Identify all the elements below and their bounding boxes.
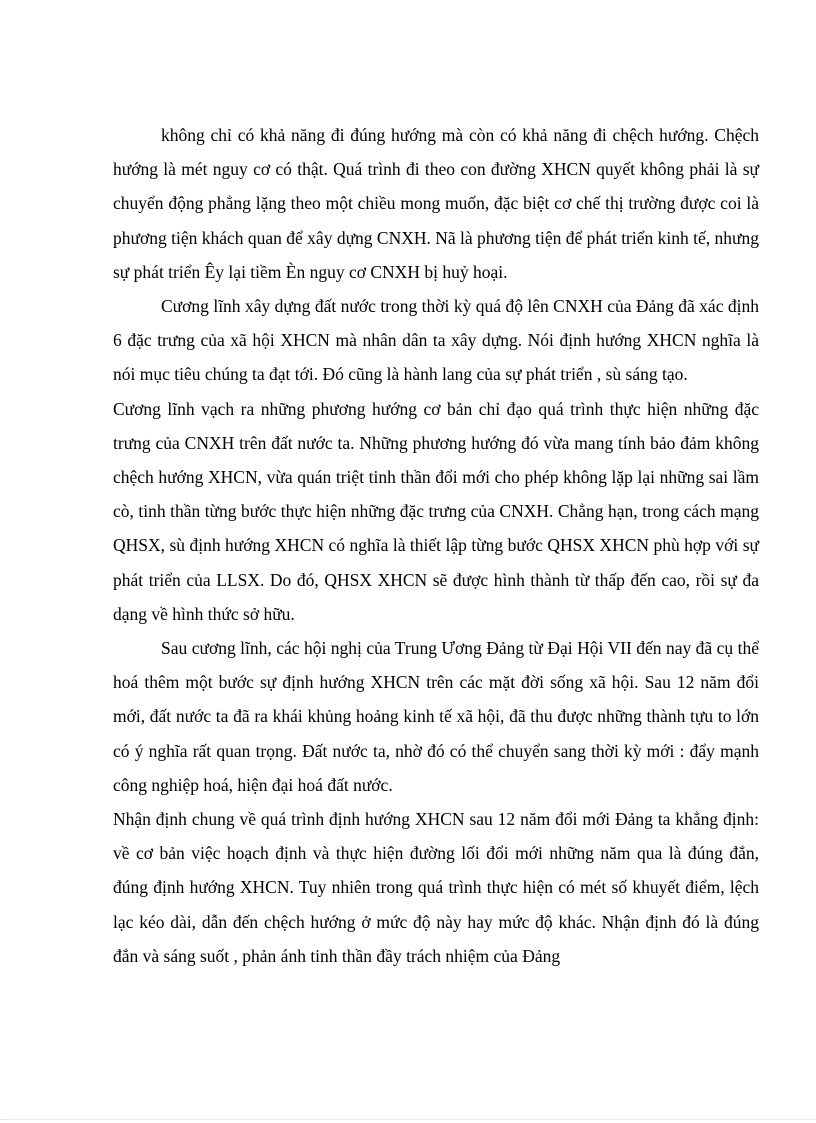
- paragraph-5: Nhận định chung về quá trình định hướng XHCN sau 12 năm đổi mới Đảng ta khẳng định: về cơ bản việc hoạch định và thực hiện đường lối đổi mới những năm qua là đúng đắn, đúng định hướng XHCN. Tuy nhiên trong quá trình thực hiện có mét số khuyết điểm, lệch lạc kéo dài, dẫn đến chệch hướng ở mức độ này hay mức độ khác. Nhận định đó là đúng đắn và sáng suốt , phản ánh tinh thần đầy trách nhiệm của Đảng: [113, 809, 759, 966]
- paragraph-3: Cương lĩnh vạch ra những phương hướng cơ bản chỉ đạo quá trình thực hiện những đặc trưng của CNXH trên đất nước ta. Những phương hướng đó vừa mang tính bảo đảm không chệch hướng XHCN, vừa quán triệt tinh thần đổi mới cho phép không lặp lại những sai lầm cò, tinh thần từng bước thực hiện những đặc trưng của CNXH. Chẳng hạn, trong cách mạng QHSX, sù định hướng XHCN có nghĩa là thiết lập từng bước QHSX XHCN phù hợp với sự phát triển của LLSX. Do đó, QHSX XHCN sẽ được hình thành từ thấp đến cao, rồi sự đa dạng về hình thức sở hữu.: [113, 398, 759, 624]
- paragraph-2: Cương lĩnh xây dựng đất nước trong thời kỳ quá độ lên CNXH của Đảng đã xác định 6 đặc trưng của xã hội XHCN mà nhân dân ta xây dựng. Nói định hướng XHCN nghĩa là nói mục tiêu chúng ta đạt tới. Đó cũng là hành lang của sự phát triển , sù sáng tạo.: [113, 296, 759, 385]
- paragraph-4: Sau cương lĩnh, các hội nghị của Trung Ương Đảng từ Đại Hội VII đến nay đã cụ thể hoá thêm một bước sự định hướng XHCN trên các mặt đời sống xã hội. Sau 12 năm đổi mới, đất nước ta đã ra khái khủng hoảng kinh tế xã hội, đã thu được những thành tựu to lớn có ý nghĩa rất quan trọng. Đất nước ta, nhờ đó có thể chuyển sang thời kỳ mới : đẩy mạnh công nghiệp hoá, hiện đại hoá đất nước.: [113, 638, 759, 795]
- body-text: [113, 118, 759, 973]
- page-bottom-divider: [0, 1119, 816, 1120]
- paragraph-1: không chỉ có khả năng đi đúng hướng mà còn có khả năng đi chệch hướng. Chệch hướng là mét nguy cơ có thật. Quá trình đi theo con đường XHCN quyết không phải là sự chuyển động phẳng lặng theo một chiều mong muốn, đặc biệt cơ chế thị trường được coi là phương tiện khách quan để xây dựng CNXH. Nã là phương tiện để phát triển kinh tế, nhưng sự phát triển Êy lại tiềm Èn nguy cơ CNXH bị huỷ hoại.: [113, 125, 759, 282]
